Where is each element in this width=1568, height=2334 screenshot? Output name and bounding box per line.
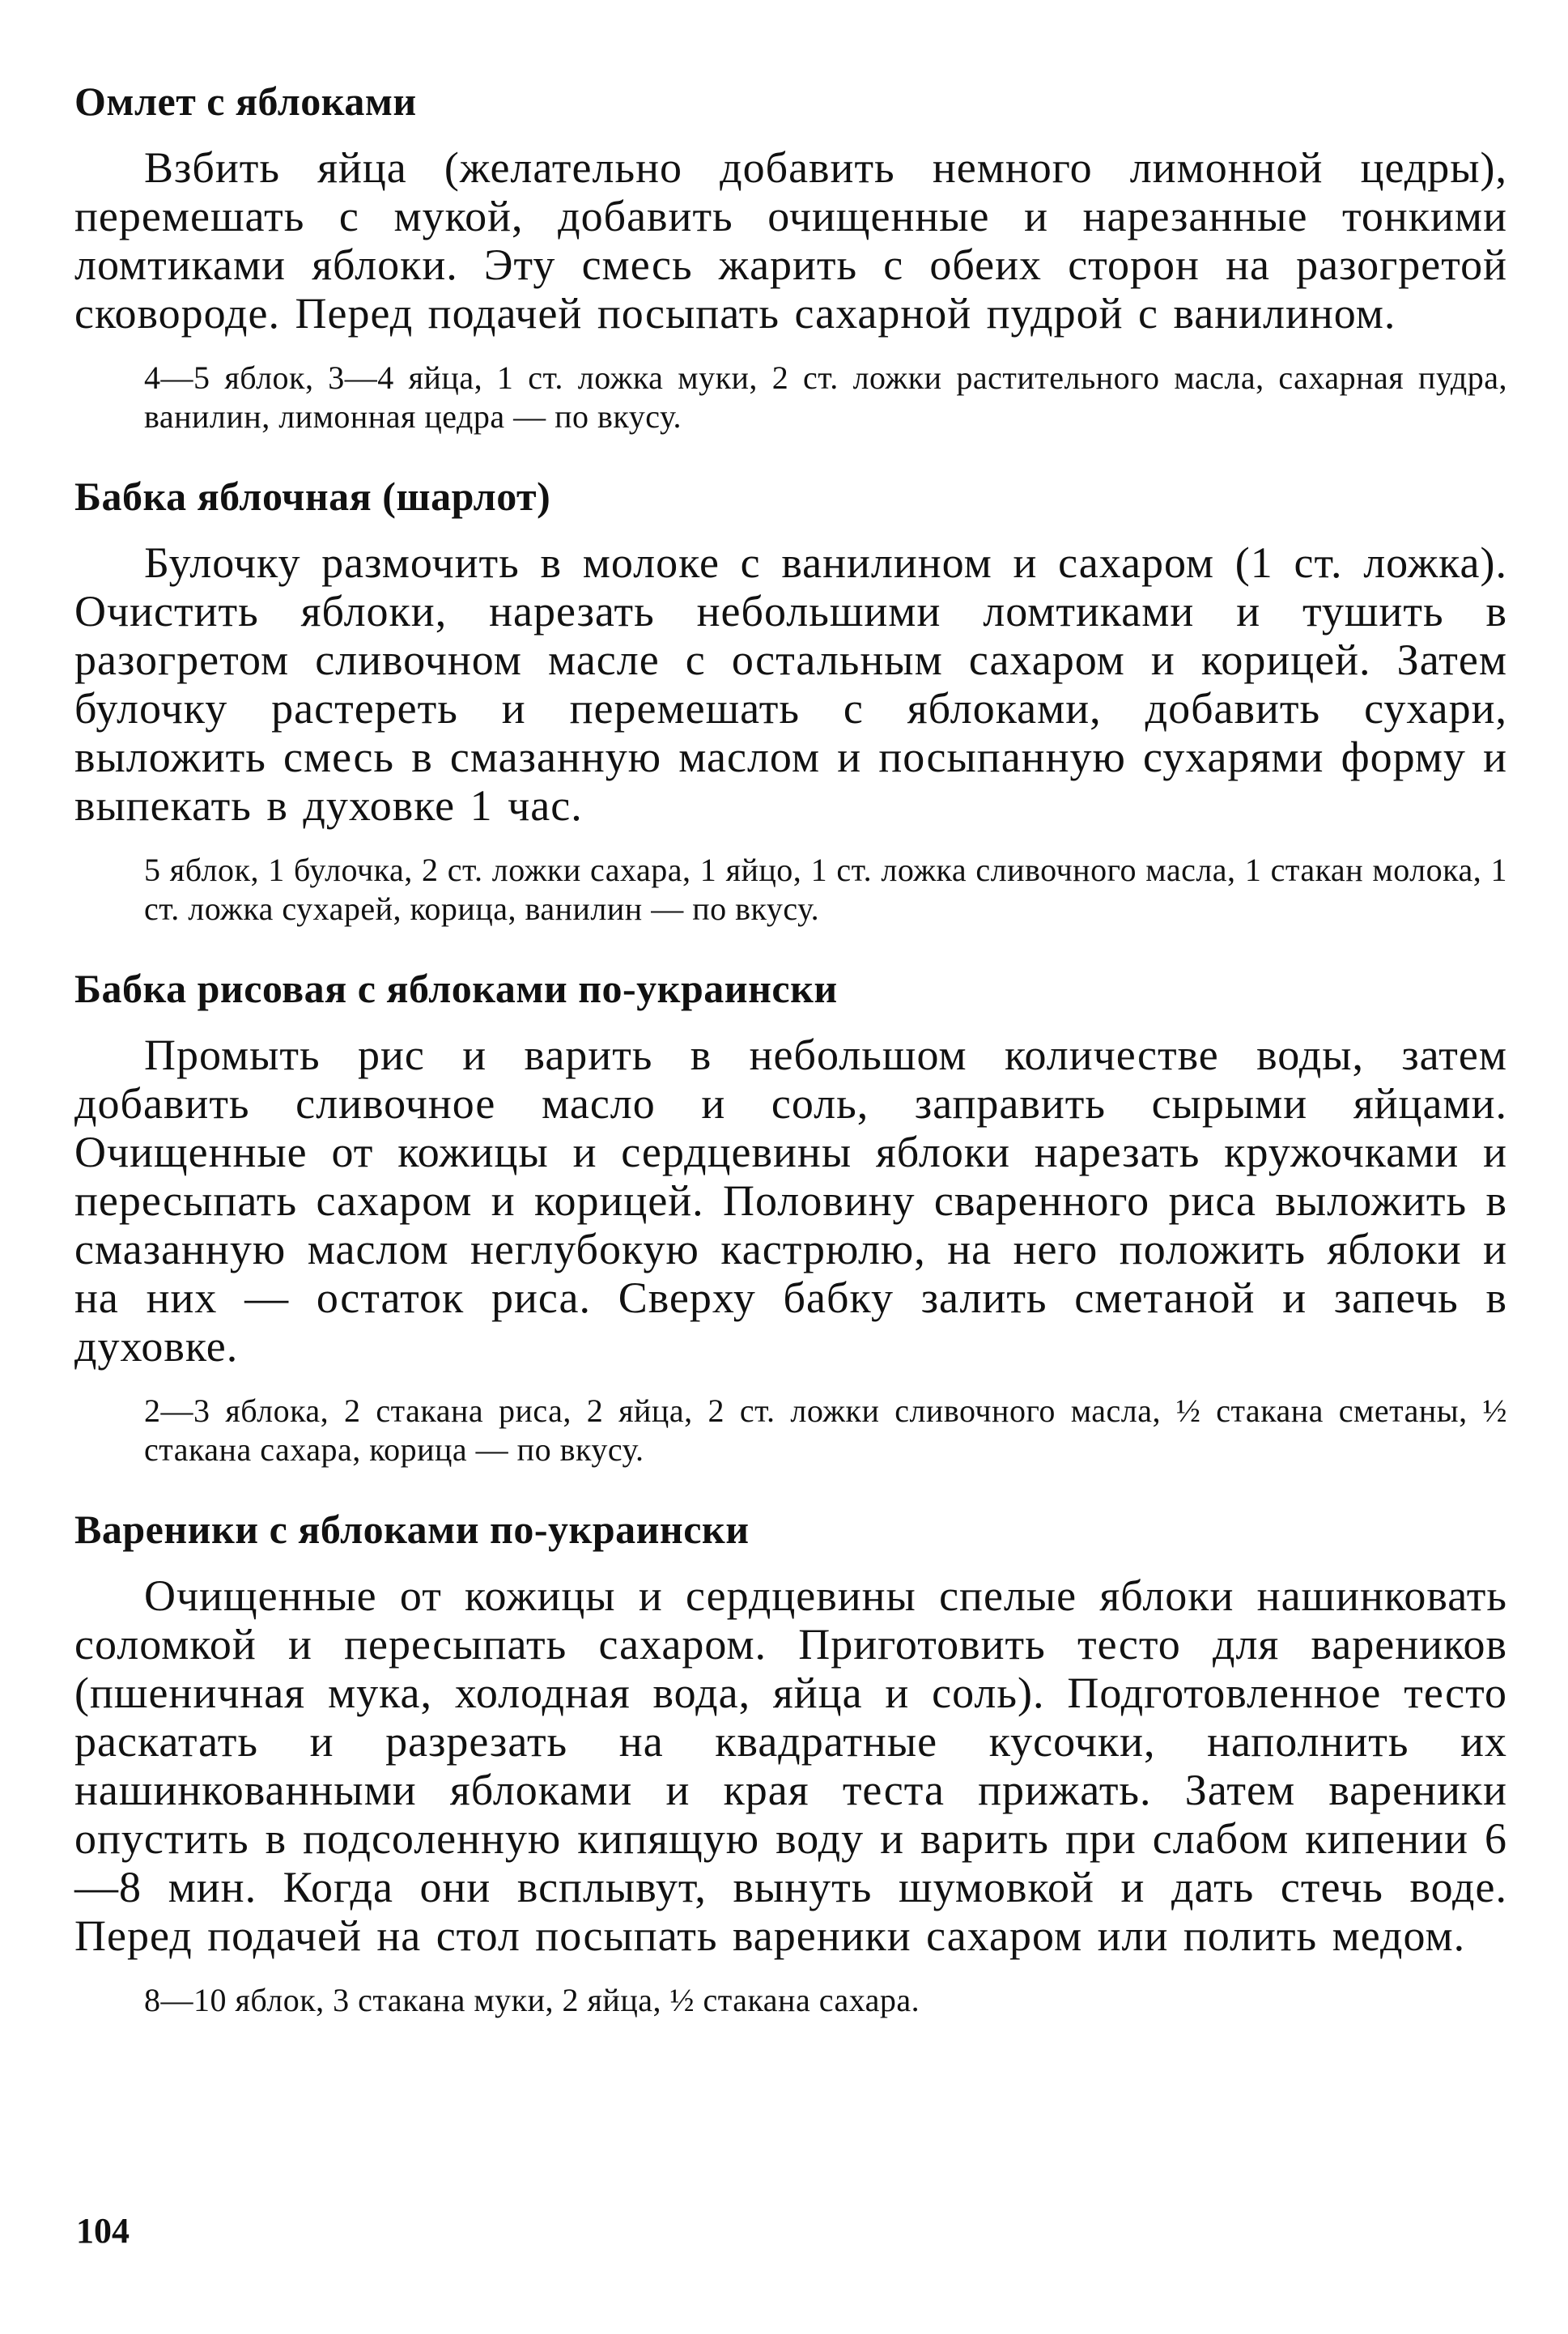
- recipe-vareniki-ukrainian: [74, 1505, 1507, 2020]
- recipe-instructions: Очищенные от кожицы и сердцевины спелые яблоки нашинковать соломкой и пересыпать сахаром. Приготовить тесто для вареников (пшеничная мука, холодная вода, яйца и соль). Подготовленное тесто раскатать и разрезать на квадратные кусочки, наполнить их нашинкованными яблоками и края теста прижать. Затем вареники опустить в подсоленную кипящую воду и варить при слабом кипении 6—8 мин. Когда они всплывут, вынуть шумовкой и дать стечь воде. Перед подачей на стол посыпать вареники сахаром или полить медом.: [74, 1571, 1507, 1960]
- recipe-title: Омлет с яблоками: [74, 79, 417, 124]
- recipe-ingredients: 5 яблок, 1 булочка, 2 ст. ложки сахара, 1 яйцо, 1 ст. ложка сливочного масла, 1 стакан молока, 1 ст. ложка сухарей, корица, ванилин — по вкусу.: [144, 852, 1507, 927]
- recipe-title: Бабка рисовая с яблоками по-украински: [74, 966, 838, 1011]
- book-page: [74, 77, 1507, 2020]
- recipe-ingredients: 2—3 яблока, 2 стакана риса, 2 яйца, 2 ст. ложки сливочного масла, ½ стакана сметаны, ½ стакана сахара, корица — по вкусу.: [144, 1392, 1507, 1468]
- recipe-rice-babka-ukrainian: [74, 964, 1507, 1469]
- recipe-instructions: Булочку размочить в молоке с ванилином и сахаром (1 ст. ложка). Очистить яблоки, нарезать небольшими ломтиками и тушить в разогретом сливочном масле с остальным сахаром и корицей. Затем булочку растереть и перемешать с яблоками, добавить сухари, выложить смесь в смазанную маслом и посыпанную сухарями форму и выпекать в духовке 1 час.: [74, 538, 1507, 830]
- recipe-instructions: Промыть рис и варить в небольшом количестве воды, затем добавить сливочное масло и соль, заправить сырыми яйцами. Очищенные от кожицы и сердцевины яблоки нарезать кружочками и пересыпать сахаром и корицей. Половину сваренного риса выложить в смазанную маслом неглубокую кастрюлю, на него положить яблоки и на них — остаток риса. Сверху бабку залить сметаной и запечь в духовке.: [74, 1031, 1507, 1371]
- recipe-title: Вареники с яблоками по-украински: [74, 1507, 750, 1552]
- recipe-apple-charlotte: [74, 472, 1507, 929]
- recipe-omelet-with-apples: [74, 77, 1507, 436]
- recipe-ingredients: 4—5 яблок, 3—4 яйца, 1 ст. ложка муки, 2 ст. ложки растительного масла, сахарная пудра, ванилин, лимонная цедра — по вкусу.: [144, 359, 1507, 435]
- recipe-instructions: Взбить яйца (желательно добавить немного лимонной цедры), перемешать с мукой, добавить очищенные и нарезанные тонкими ломтиками яблоки. Эту смесь жарить с обеих сторон на разогретой сковороде. Перед подачей посыпать сахарной пудрой с ванилином.: [74, 143, 1507, 338]
- page-number: 104: [76, 2211, 130, 2251]
- recipe-ingredients: 8—10 яблок, 3 стакана муки, 2 яйца, ½ стакана сахара.: [144, 1982, 920, 2018]
- recipe-title: Бабка яблочная (шарлот): [74, 474, 551, 519]
